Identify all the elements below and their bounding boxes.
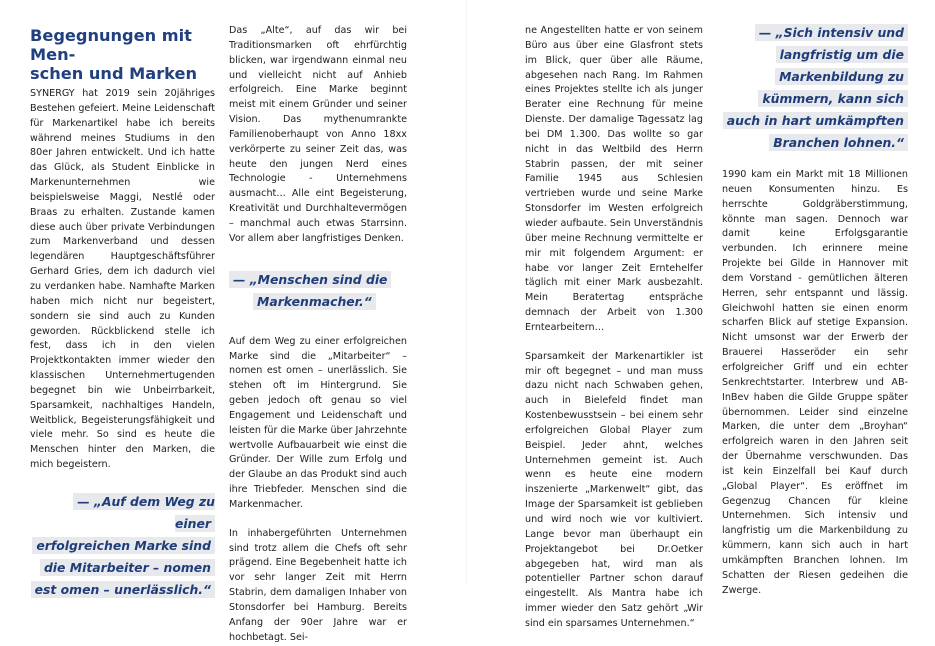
column-3 <box>525 24 703 632</box>
column-1 <box>30 26 215 601</box>
paragraph-tradition: Das „Alte“, auf das wir bei Traditionsmarken oft ehrfürchtig blicken, war irgendwann einmal neu und vielleicht nicht auf Anhieb erfolgreich. Eine Marke beginnt meist mit einem Gründer und seiner Vision. Das mythenumrankte Familienoberhaupt von Anno 18xx verkörperte zu seiner Zeit das, was heute den jungen Nerd eines Technologie - Unternehmens ausmacht… Alle eint Begeisterung, Kreativität und Durchhaltevermögen – manchmal auch etwas Starrsinn. Vor allem aber langfristiges Denken. <box>229 25 407 244</box>
paragraph-gilde: 1990 kam ein Markt mit 18 Millionen neuen Konsumenten hinzu. Es herrschte Goldgräberstimmung, könnte man sagen. Dennoch war damit keine Erfolgsgarantie verbunden. Ich erinnere meine Projekte bei Gilde in Hannover mit dem Vorstand - gemütlichen älteren Herren, sehr entspannt und lässig. Gleichwohl hatten sie einen enorm scharfen Blick auf stetige Expansion. Nicht umsonst war der Erwerb der Brauerei Hasseröder ein sehr erfolgreicher Griff und ein echter Senkrechtstarter. Interbrew und AB-InBev haben die Gilde Gruppe später übernommen. Leider sind einzelne Marken, die unter dem „Broyhan“ erfolgreich waren in den Jahren seit der Übernahme verschwunden. Das ist kein Einzelfall bei Kauf durch „Global Player“. Es eröffnet im Gegenzug Chancen für kleine Unternehmen. Sich intensiv und langfristig um die Markenbildung zu kümmern, kann sich auch in hart umkämpften Branchen lohnen. Im Schatten der Riesen gedeihen die Zwerge. <box>722 169 908 596</box>
pull-quote-markenbildung <box>722 22 908 154</box>
quote-line: Markenbildung zu <box>775 68 908 85</box>
quote-line: — „Sich intensiv und <box>755 24 908 41</box>
quote-line: auch in hart umkämpften <box>723 112 908 129</box>
quote-line: — „Menschen sind die <box>229 271 391 288</box>
title-line-2: schen und Marken <box>30 64 198 83</box>
article-title <box>30 26 215 83</box>
page-spine <box>466 0 467 584</box>
quote-line: die Mitarbeiter – nomen <box>40 559 215 576</box>
column-4 <box>722 22 908 598</box>
intro-paragraph: SYNERGY hat 2019 sein 20jähriges Bestehen gefeiert. Meine Leidenschaft für Markenartikel habe ich bereits während meines Studiums in den 80er Jahren entwickelt. Und ich hatte das Glück, als Student Einblicke in Markenunternehmen wie beispielsweise Maggi, Nestlé oder Braas zu erhalten. Zustande kamen diese auch über private Verbindungen zum Markenverband und dessen legendären Hauptgeschäftsführer Gerhard Gries, dem ich dadurch viel zu verdanken habe. Namhafte Marken haben mich nicht nur begeistert, sondern sie sind auch zu Kunden geworden. Rückblickend stelle ich fest, dass ich in den vielen Projektkontakten immer wieder den klassischen Unternehmertugenden begegnet bin wie Unbeirrbarkeit, Sparsamkeit, nachhaltiges Handeln, Weitblick, Begeisterungsfähigkeit und viele mehr. So sind es heute die Menschen hinter den Marken, die mich begeistern. <box>30 88 215 471</box>
quote-line: est omen – unerlässlich.“ <box>31 581 215 598</box>
quote-line: Markenmacher.“ <box>253 293 376 310</box>
pull-quote-mitarbeiter <box>30 491 215 601</box>
paragraph-sparsamkeit: Sparsamkeit der Markenartikler ist mir oft begegnet – und man muss dazu nicht nach Schwaben gehen, auch in Bielefeld findet man Kostenbewusstsein – bei einem sehr erfolgreichen Global Player zum Beispiel. Jeder ahnt, welches Unternehmen gemeint ist. Auch wenn es heute eine modern inszenierte „Markenwelt“ gibt, das Image der Sparsamkeit ist geblieben und wird noch wie vor kultiviert. Lange bevor man überhaupt ein Projektangebot bei Dr.Oetker abgegeben hat, wird man als potentieller Partner schon darauf eingestellt. Als Mantra habe ich immer wieder den Satz gehört „Wir sind ein sparsames Unternehmen.“ <box>525 350 703 629</box>
paragraph-mitarbeiter: Auf dem Weg zu einer erfolgreichen Marke sind die „Mitarbeiter“ – nomen est omen – unerlässlich. Sie stehen oft im Hintergrund. Sie geben jedoch oft genau so viel Engagement und Leidenschaft und leisten für die Marke über Jahrzehnte wertvolle Aufbauarbeit wie einst die Gründer. Der Wille zum Erfolg und der Glaube an das Produkt sind auch ihre Triebfeder. Menschen sind die Markenmacher. <box>229 335 408 510</box>
title-line-1: Begegnungen mit Men- <box>30 26 192 64</box>
paragraph-rechnung: ne Angestellten hatte er von seinem Büro aus über eine Glasfront stets im Blick, quer über alle Räume, abgesehen nach Rang. Im Rahmen eines Projektes stellte ich als junger Berater eine Rechnung für meine Dienste. Der damalige Tagessatz lag bei DM 1.300. Das wollte so gar nicht in das Weltbild des Herrn Stabrin passen, der mit seiner Familie 1945 aus Schlesien vertrieben wurde und seine Marke Stonsdorfer im Westen erfolgreich wieder aufbaute. Sein Unverständnis über meine Rechnung vermittelte er mir mit folgendem Argument: er habe vor langer Zeit Erntehelfer täglich mit einer Mark ausbezahlt. Mein Beratertag entspräche demnach der Arbeit von 1.300 Erntearbeitern… <box>525 25 703 333</box>
paragraph-stabrin: In inhabergeführten Unternehmen sind trotz allem die Chefs oft sehr prägend. Eine Begebenheit hatte ich vor sehr langer Zeit mit Herrn Stabrin, dem damaligen Inhaber von Stonsdorfer bei Hamburg. Bereits Anfang der 90er Jahre war er hochbetagt. Sei- <box>229 527 407 643</box>
quote-line: erfolgreichen Marke sind <box>32 537 215 554</box>
quote-line: langfristig um die <box>776 46 908 63</box>
quote-line: — „Auf dem Weg zu einer <box>73 493 215 532</box>
quote-line: Branchen lohnen.“ <box>769 134 908 151</box>
pull-quote-markenmacher <box>229 269 407 313</box>
column-2 <box>229 24 407 646</box>
quote-line: kümmern, kann sich <box>758 90 908 107</box>
